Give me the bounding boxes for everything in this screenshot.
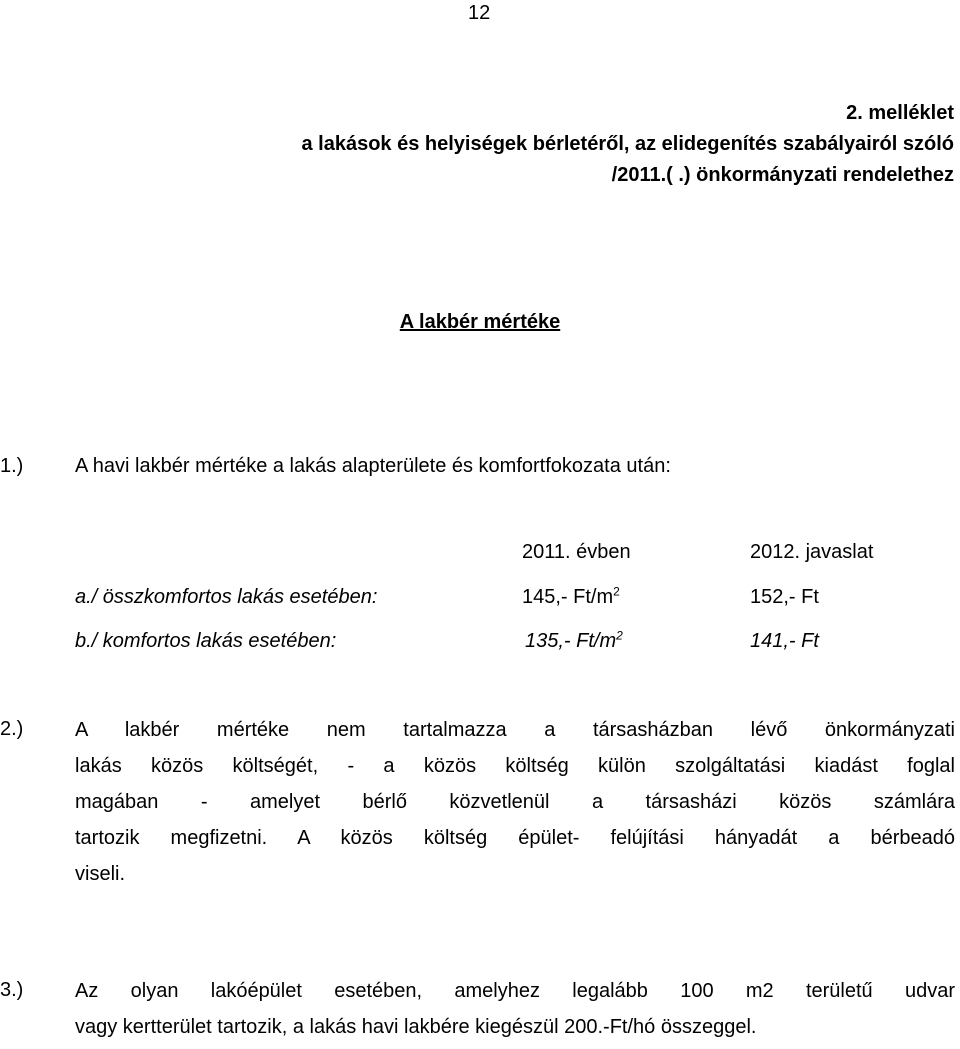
item-2-line: tartozik megfizetni. A közös költség épület- felújítási hányadát a bérbeadó <box>75 827 955 849</box>
item-2-number: 2.) <box>0 718 24 740</box>
page-number: 12 <box>468 2 491 24</box>
item-2-line: magában - amelyet bérlő közvetlenül a társasházi közös számlára <box>75 791 955 813</box>
row-a-value-2012: 152,- Ft <box>750 586 819 608</box>
item-2-line: viseli. <box>75 863 126 885</box>
row-a-label: a./ összkomfortos lakás esetében: <box>75 586 378 608</box>
item-3-line: Az olyan lakóépület esetében, amelyhez legalább 100 m2 területű udvar <box>75 980 955 1002</box>
item-3-paragraph <box>75 973 955 1045</box>
row-b-value-2012: 141,- Ft <box>750 630 819 652</box>
item-3-line: vagy kertterület tartozik, a lakás havi lakbére kiegészül 200.-Ft/hó összeggel. <box>75 1016 757 1038</box>
column-heading-2011: 2011. évben <box>522 541 631 563</box>
item-1-text: A havi lakbér mértéke a lakás alapterülete és komfortfokozata után: <box>75 455 671 477</box>
annex-subtitle-line-1: a lakások és helyiségek bérletéről, az elidegenítés szabályairól szóló <box>301 133 954 155</box>
column-heading-2012: 2012. javaslat <box>750 541 874 563</box>
item-1-number: 1.) <box>0 455 24 477</box>
row-a-value-2011: 145,- $Ft/m^2$ <box>522 584 620 608</box>
section-title: A lakbér mértéke <box>399 311 561 333</box>
row-b-label: b./ komfortos lakás esetében: <box>75 630 337 652</box>
item-2-line: lakás közös költségét, - a közös költség külön szolgáltatási kiadást foglal <box>75 755 955 777</box>
row-b-value-2011: 135,- $Ft/m^2$ <box>525 628 623 652</box>
annex-title: 2. melléklet <box>846 102 954 124</box>
item-2-paragraph <box>75 712 955 892</box>
item-3-number: 3.) <box>0 979 24 1001</box>
item-2-line: A lakbér mértéke nem tartalmazza a társasházban lévő önkormányzati <box>75 719 955 741</box>
annex-subtitle-line-2: /2011.( .) önkormányzati rendelethez <box>611 164 954 186</box>
